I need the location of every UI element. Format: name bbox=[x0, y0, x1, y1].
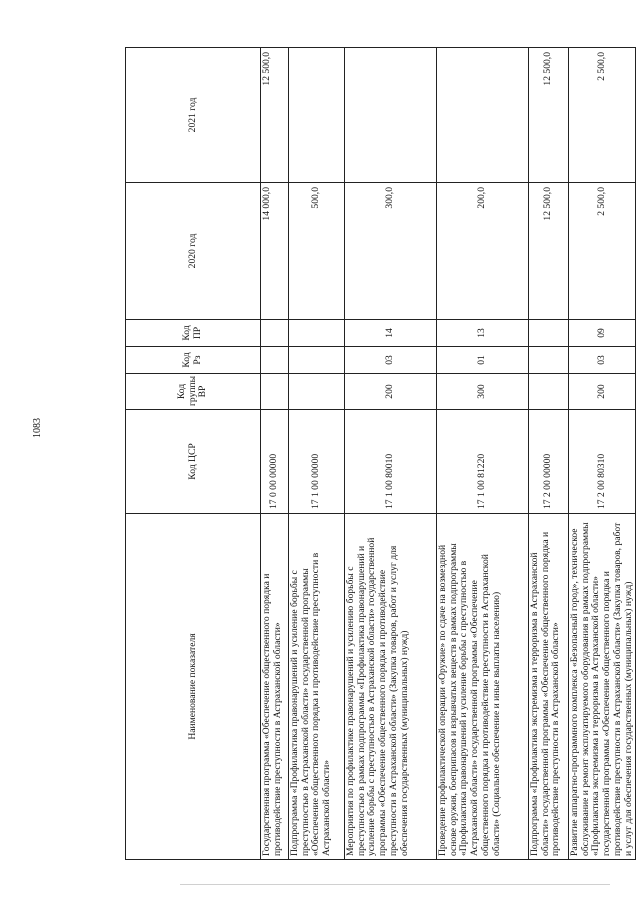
row-pr: 14 bbox=[345, 320, 437, 347]
row-pr: 09 bbox=[569, 320, 636, 347]
row-csr: 17 0 00 00000 bbox=[261, 410, 289, 514]
row-csr: 17 2 00 80310 bbox=[569, 410, 636, 514]
header-vr: Код группы ВР bbox=[126, 374, 261, 410]
table-row bbox=[261, 48, 289, 860]
row-2020: 2 500,0 bbox=[569, 183, 636, 320]
row-2020: 12 500,0 bbox=[529, 183, 569, 320]
row-rz bbox=[529, 347, 569, 374]
row-name: Государственная программа «Обеспечение общественного порядка и противодействие преступности в Астраханской области» bbox=[261, 514, 289, 860]
row-2021: 12 500,0 bbox=[261, 48, 289, 183]
row-vr: 300 bbox=[437, 374, 529, 410]
header-pr: Код ПР bbox=[126, 320, 261, 347]
row-rz: 03 bbox=[569, 347, 636, 374]
row-2021 bbox=[437, 48, 529, 183]
row-vr bbox=[261, 374, 289, 410]
row-vr: 200 bbox=[569, 374, 636, 410]
row-csr: 17 1 00 81220 bbox=[437, 410, 529, 514]
row-2021: 2 500,0 bbox=[569, 48, 636, 183]
budget-table bbox=[125, 47, 636, 860]
row-vr bbox=[529, 374, 569, 410]
table-header-row bbox=[126, 48, 261, 860]
header-2020: 2020 год bbox=[126, 183, 261, 320]
row-csr: 17 2 00 00000 bbox=[529, 410, 569, 514]
header-name: Наименование показателя bbox=[126, 514, 261, 860]
table-row bbox=[437, 48, 529, 860]
row-rz bbox=[289, 347, 345, 374]
row-name: Подпрограмма «Профилактика правонарушений и усиление борьбы с преступностью в Астраханской области» государственной программы «Обеспечение общественного порядка и противодействие преступности в Астраханской области» bbox=[289, 514, 345, 860]
page-number: 1083 bbox=[32, 418, 43, 438]
row-2021 bbox=[345, 48, 437, 183]
row-name: Развитие аппаратно-программного комплекса «Безопасный город», техническое обслуживание и ремонт эксплуатируемого оборудования в рамках подпрограммы «Профилактика экстремизма и терроризма в Астраханской области» государственной программы «Обеспечение общественного порядка и противодействие преступности в Астраханской области» (Закупка товаров, работ и услуг для обеспечения государственных (муниципальных) нужд) bbox=[569, 514, 636, 860]
row-csr: 17 1 00 00000 bbox=[289, 410, 345, 514]
row-2020: 300,0 bbox=[345, 183, 437, 320]
row-pr bbox=[529, 320, 569, 347]
table-row bbox=[289, 48, 345, 860]
row-csr: 17 1 00 80010 bbox=[345, 410, 437, 514]
table-row bbox=[569, 48, 636, 860]
row-vr bbox=[289, 374, 345, 410]
row-rz bbox=[261, 347, 289, 374]
header-csr: Код ЦСР bbox=[126, 410, 261, 514]
row-rz: 03 bbox=[345, 347, 437, 374]
row-2021: 12 500,0 bbox=[529, 48, 569, 183]
row-vr: 200 bbox=[345, 374, 437, 410]
row-name: Проведение профилактической операции «Оружие» по сдаче на возмездной основе оружия, боеприпасов и взрывчатых веществ в рамках подпрограммы «Профилактика правонарушений и усиление борьбы с преступностью в Астраханской области» государственной программы «Обеспечение общественного порядка и противодействие преступности в Астраханской области» (Социальное обеспечение и иные выплаты населению) bbox=[437, 514, 529, 860]
row-2021 bbox=[289, 48, 345, 183]
table-row bbox=[345, 48, 437, 860]
row-2020: 14 000,0 bbox=[261, 183, 289, 320]
rotated-table-container bbox=[125, 48, 634, 860]
row-pr bbox=[289, 320, 345, 347]
row-pr bbox=[261, 320, 289, 347]
table-row bbox=[529, 48, 569, 860]
scan-edge-line bbox=[180, 884, 610, 885]
row-2020: 200,0 bbox=[437, 183, 529, 320]
row-pr: 13 bbox=[437, 320, 529, 347]
header-rz: Код Рз bbox=[126, 347, 261, 374]
row-rz: 01 bbox=[437, 347, 529, 374]
header-2021: 2021 год bbox=[126, 48, 261, 183]
row-name: Подпрограмма «Профилактика экстремизма и терроризма в Астраханской области» государственной программы «Обеспечение общественного порядка и противодействие преступности в Астраханской области» bbox=[529, 514, 569, 860]
row-2020: 500,0 bbox=[289, 183, 345, 320]
row-name: Мероприятия по профилактике правонарушений и усилению борьбы с преступностью в рамках подпрограммы «Профилактика правонарушений и усиление борьбы с преступностью в Астраханской области» государственной программы «Обеспечение общественного порядка и противодействие преступности в Астраханской области» (Закупка товаров, работ и услуг для обеспечения государственных (муниципальных) нужд) bbox=[345, 514, 437, 860]
